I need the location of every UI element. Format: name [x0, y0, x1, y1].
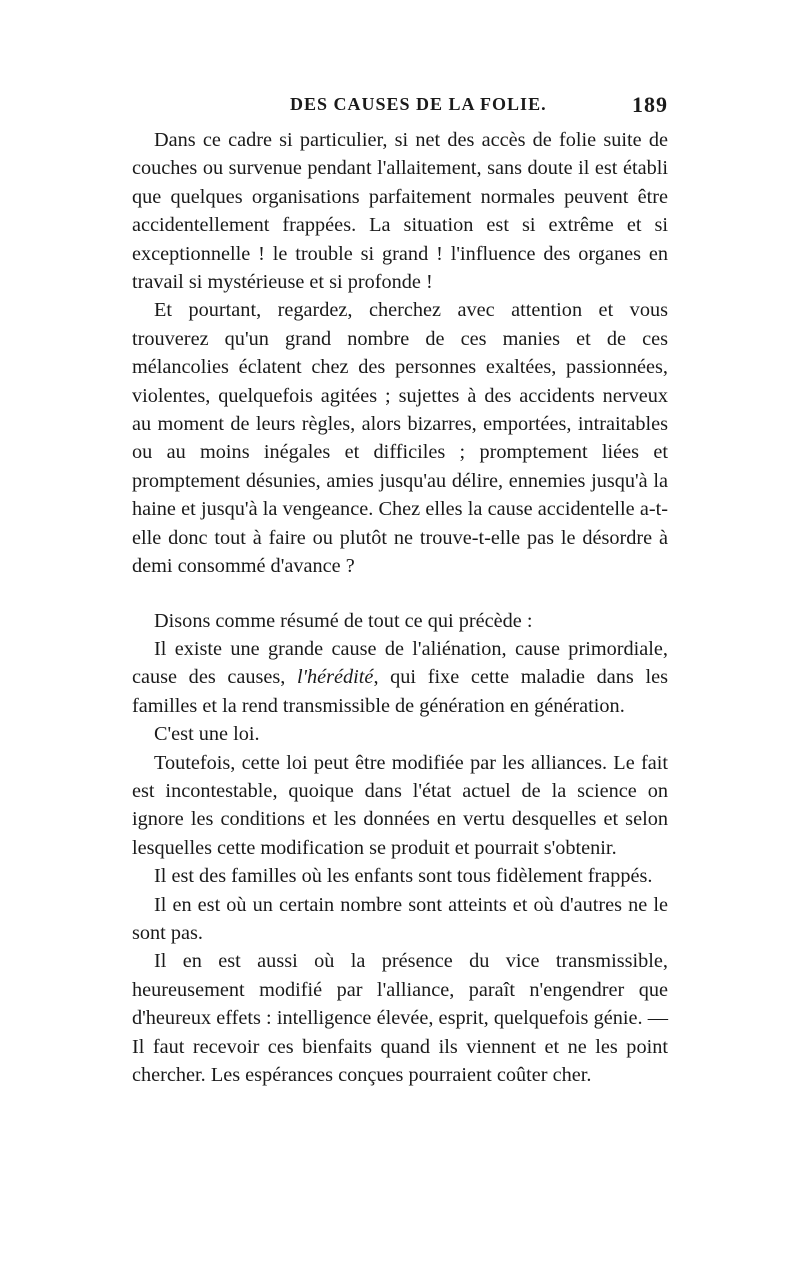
paragraph-3: Disons comme résumé de tout ce qui précède : [154, 609, 533, 632]
paragraph-7: Il est des familles où les enfants sont tous fidèlement frappés. [154, 865, 653, 888]
paragraph-2: Et pourtant, regardez, cherchez avec attention et vous trouverez qu'un grand nombre de ces manies et de ces mélancolies éclatent chez des personnes exaltées, passionnées, violentes, quelquefois agitées ; sujettes à des accidents nerveux au moment de leurs règles, alors bizarres, emportées, intraitables ou au moins inégales et difficiles ; promptement liées et promptement désunies, amies jusqu'au délire, ennemies jusqu'à la haine et jusqu'à la vengeance. Chez elles la cause accidentelle a-t-elle donc tout à faire ou plutôt ne trouve-t-elle pas le désordre à demi consommé d'avance ? [132, 299, 668, 578]
paragraph-1: Dans ce cadre si particulier, si net des accès de folie suite de couches ou survenue pendant l'allaitement, sans doute il est établi que quelques organisations parfaitement normales peuvent être accidentellement frappées. La situation est si extrême et si exceptionnelle ! le trouble si grand ! l'influence des organes en travail si mystérieuse et si profonde ! [132, 129, 668, 294]
paragraph-5: C'est une loi. [154, 723, 260, 746]
book-page [132, 90, 668, 1089]
paragraph-4-text-end: , qui fixe cette maladie dans les familles et la rend transmissible de génération en génération. [132, 666, 668, 717]
paragraph-8: Il en est où un certain nombre sont atteints et où d'autres ne le sont pas. [132, 893, 668, 944]
heredity-emphasis: l'hérédité [297, 666, 374, 689]
paragraph-9: Il en est aussi où la présence du vice transmissible, heureusement modifié par l'alliance, paraît n'engendrer que d'heureux effets : intelligence élevée, esprit, quelquefois génie. — Il faut recevoir ces bienfaits quand ils viennent et ne les point chercher. Les espérances conçues pourraient coûter cher. [132, 950, 668, 1086]
page-number: 189 [632, 92, 668, 117]
paragraph-4-text-start: Il existe une grande cause de l'aliénation, cause primordiale, cause des causes, [132, 637, 668, 689]
running-title: DES CAUSES DE LA FOLIE. [290, 94, 547, 114]
paragraph-4 [132, 635, 668, 720]
running-header [132, 90, 668, 126]
paragraph-6: Toutefois, cette loi peut être modifiée par les alliances. Le fait est incontestable, quoique dans l'état actuel de la science on ignore les conditions et les données en vertu desquelles et selon lesquelles cette modification se produit et pourrait s'obtenir. [132, 751, 668, 859]
